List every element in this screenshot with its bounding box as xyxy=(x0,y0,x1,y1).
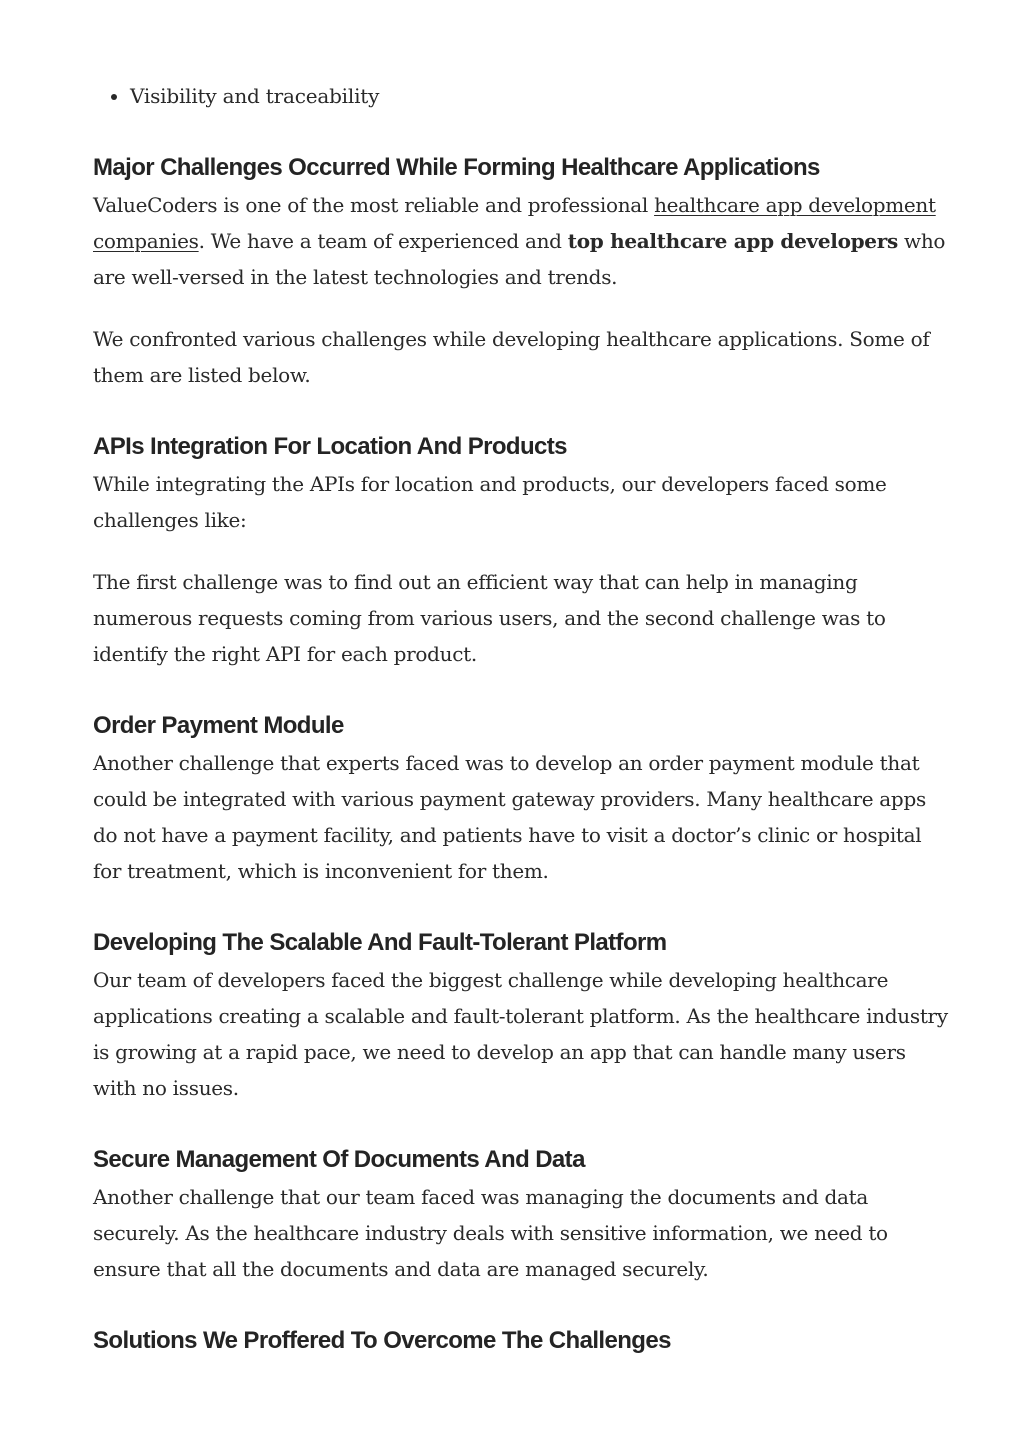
article-body xyxy=(93,78,953,1360)
list-item: • Visibility and traceability xyxy=(130,78,953,114)
section-heading: Solutions We Proffered To Overcome The Challenges xyxy=(93,1327,671,1354)
section-major-challenges xyxy=(93,153,953,393)
healthcare-companies-link[interactable]: healthcare app development companies xyxy=(93,193,936,253)
paragraph: While integrating the APIs for location and products, our developers faced some challenges like: xyxy=(93,472,887,532)
paragraph: We confronted various challenges while developing healthcare applications. Some of them are listed below. xyxy=(93,327,930,387)
paragraph: The first challenge was to find out an efficient way that can help in managing numerous requests coming from various users, and the second challenge was to identify the right API for each product. xyxy=(93,570,886,666)
section-heading: APIs Integration For Location And Products xyxy=(93,433,567,460)
bullet-list xyxy=(93,78,953,114)
section-heading: Secure Management Of Documents And Data xyxy=(93,1146,585,1173)
paragraph: Another challenge that experts faced was to develop an order payment module that could be integrated with various payment gateway providers. Many healthcare apps do not have a payment facility, and patients have to visit a doctor’s clinic or hospital for treatment, which is inconvenient for them. xyxy=(93,751,926,883)
text-run: . We have a team of experienced and xyxy=(198,229,568,253)
bold-text: top healthcare app developers xyxy=(567,229,898,253)
section-secure-management xyxy=(93,1145,953,1287)
section-scalable-platform xyxy=(93,928,953,1106)
paragraph: Another challenge that our team faced was managing the documents and data securely. As the healthcare industry deals with sensitive information, we need to ensure that all the documents and data are managed securely. xyxy=(93,1185,888,1281)
section-solutions xyxy=(93,1326,953,1356)
paragraph: Our team of developers faced the biggest challenge while developing healthcare applications creating a scalable and fault-tolerant platform. As the healthcare industry is growing at a rapid pace, we need to develop an app that can handle many users with no issues. xyxy=(93,968,948,1100)
intro-paragraph xyxy=(93,187,953,295)
section-heading: Developing The Scalable And Fault-Tolerant Platform xyxy=(93,929,667,956)
section-order-payment xyxy=(93,711,953,889)
text-run: ValueCoders is one of the most reliable and professional xyxy=(93,193,655,217)
section-heading: Major Challenges Occurred While Forming Healthcare Applications xyxy=(93,154,820,181)
section-heading: Order Payment Module xyxy=(93,712,344,739)
text-run: who are well-versed in the latest technologies and trends. xyxy=(93,229,946,289)
section-apis-integration xyxy=(93,432,953,672)
